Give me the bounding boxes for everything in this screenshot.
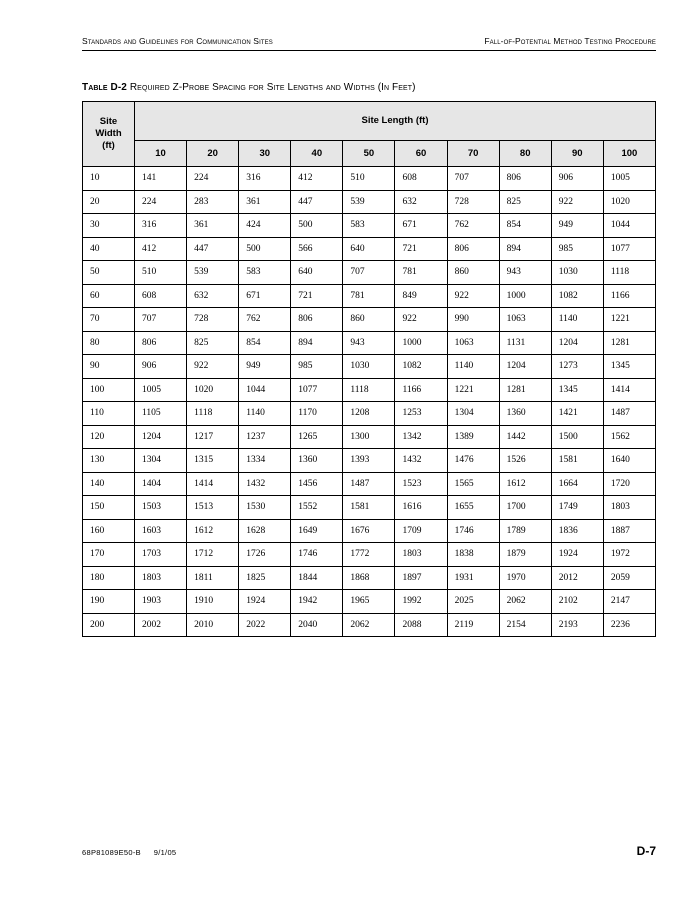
row-width-cell: 170 (83, 543, 135, 567)
table-cell: 1421 (551, 402, 603, 426)
table-cell: 1131 (499, 331, 551, 355)
table-cell: 1942 (291, 590, 343, 614)
table-cell: 825 (187, 331, 239, 355)
table-cell: 224 (135, 190, 187, 214)
table-cell: 2147 (603, 590, 655, 614)
row-width-cell: 70 (83, 308, 135, 332)
z-probe-spacing-table (82, 101, 656, 637)
table-row (83, 590, 656, 614)
table-cell: 1273 (551, 355, 603, 379)
table-cell: 1140 (551, 308, 603, 332)
table-cell: 985 (551, 237, 603, 261)
table-cell: 1581 (551, 449, 603, 473)
table-cell: 2102 (551, 590, 603, 614)
row-width-cell: 200 (83, 613, 135, 637)
table-cell: 1389 (447, 425, 499, 449)
table-cell: 500 (291, 214, 343, 238)
table-cell: 728 (187, 308, 239, 332)
row-width-cell: 140 (83, 472, 135, 496)
table-cell: 1703 (135, 543, 187, 567)
table-cell: 1503 (135, 496, 187, 520)
table-cell: 1304 (447, 402, 499, 426)
table-cell: 707 (343, 261, 395, 285)
table-cell: 1487 (603, 402, 655, 426)
row-width-cell: 20 (83, 190, 135, 214)
table-cell: 1217 (187, 425, 239, 449)
table-cell: 1825 (239, 566, 291, 590)
table-cell: 943 (343, 331, 395, 355)
table-cell: 632 (187, 284, 239, 308)
table-cell: 1063 (447, 331, 499, 355)
table-cell: 1253 (395, 402, 447, 426)
table-cell: 1281 (603, 331, 655, 355)
column-header: 50 (343, 140, 395, 166)
table-cell: 671 (395, 214, 447, 238)
row-width-cell: 190 (83, 590, 135, 614)
table-cell: 762 (447, 214, 499, 238)
table-cell: 1612 (499, 472, 551, 496)
row-width-cell: 180 (83, 566, 135, 590)
row-width-cell: 130 (83, 449, 135, 473)
table-row (83, 284, 656, 308)
table-cell: 1345 (551, 378, 603, 402)
header-left-title: Standards and Guidelines for Communication Sites (82, 36, 273, 46)
table-cell: 447 (291, 190, 343, 214)
table-cell: 1513 (187, 496, 239, 520)
table-row (83, 566, 656, 590)
table-cell: 447 (187, 237, 239, 261)
table-cell: 2154 (499, 613, 551, 637)
footer-doc-number: 68P81089E50-B (82, 848, 141, 857)
table-cell: 1020 (603, 190, 655, 214)
table-row (83, 519, 656, 543)
table-cell: 806 (135, 331, 187, 355)
table-cell: 1749 (551, 496, 603, 520)
table-row (83, 496, 656, 520)
table-cell: 539 (187, 261, 239, 285)
table-cell: 1746 (291, 543, 343, 567)
table-cell: 922 (395, 308, 447, 332)
table-cell: 510 (135, 261, 187, 285)
row-width-cell: 160 (83, 519, 135, 543)
table-cell: 2119 (447, 613, 499, 637)
table-cell: 1432 (395, 449, 447, 473)
table-cell: 1603 (135, 519, 187, 543)
table-cell: 1030 (343, 355, 395, 379)
table-cell: 1992 (395, 590, 447, 614)
row-width-cell: 10 (83, 167, 135, 191)
table-cell: 2040 (291, 613, 343, 637)
row-width-cell: 50 (83, 261, 135, 285)
table-cell: 1664 (551, 472, 603, 496)
table-cell: 922 (187, 355, 239, 379)
table-row (83, 237, 656, 261)
table-cell: 1836 (551, 519, 603, 543)
table-cell: 2012 (551, 566, 603, 590)
table-cell: 1887 (603, 519, 655, 543)
table-cell: 1000 (499, 284, 551, 308)
header-right-title: Fall-of-Potential Method Testing Procedure (484, 36, 656, 46)
table-cell: 1204 (551, 331, 603, 355)
table-cell: 583 (343, 214, 395, 238)
table-cell: 1709 (395, 519, 447, 543)
table-cell: 316 (239, 167, 291, 191)
table-cell: 1077 (603, 237, 655, 261)
column-header: 70 (447, 140, 499, 166)
table-cell: 1140 (447, 355, 499, 379)
table-cell: 632 (395, 190, 447, 214)
table-cell: 781 (395, 261, 447, 285)
table-cell: 1628 (239, 519, 291, 543)
table-cell: 1640 (603, 449, 655, 473)
table-cell: 608 (135, 284, 187, 308)
table-cell: 949 (551, 214, 603, 238)
table-cell: 2062 (499, 590, 551, 614)
table-cell: 2002 (135, 613, 187, 637)
table-cell: 825 (499, 190, 551, 214)
table-row (83, 190, 656, 214)
table-cell: 1304 (135, 449, 187, 473)
table-cell: 781 (343, 284, 395, 308)
table-row (83, 355, 656, 379)
table-cell: 1442 (499, 425, 551, 449)
table-cell: 1970 (499, 566, 551, 590)
table-cell: 721 (291, 284, 343, 308)
table-cell: 283 (187, 190, 239, 214)
table-cell: 361 (239, 190, 291, 214)
table-cell: 1166 (395, 378, 447, 402)
table-cell: 1552 (291, 496, 343, 520)
table-cell: 1931 (447, 566, 499, 590)
table-id: Table D-2 (82, 82, 127, 93)
table-row (83, 308, 656, 332)
table-cell: 1879 (499, 543, 551, 567)
table-cell: 412 (291, 167, 343, 191)
table-cell: 224 (187, 167, 239, 191)
table-cell: 1300 (343, 425, 395, 449)
table-cell: 906 (135, 355, 187, 379)
column-header: 20 (187, 140, 239, 166)
table-cell: 1476 (447, 449, 499, 473)
table-cell: 762 (239, 308, 291, 332)
table-cell: 1360 (291, 449, 343, 473)
site-width-header-line1: Site (99, 116, 118, 127)
table-row (83, 378, 656, 402)
table-cell: 1044 (239, 378, 291, 402)
table-cell: 1746 (447, 519, 499, 543)
table-cell: 1803 (135, 566, 187, 590)
table-cell: 1404 (135, 472, 187, 496)
table-cell: 640 (343, 237, 395, 261)
site-length-header: Site Length (ft) (135, 102, 656, 141)
table-cell: 990 (447, 308, 499, 332)
table-cell: 854 (499, 214, 551, 238)
table-cell: 1170 (291, 402, 343, 426)
table-cell: 1612 (187, 519, 239, 543)
table-cell: 1897 (395, 566, 447, 590)
table-cell: 412 (135, 237, 187, 261)
table-cell: 1616 (395, 496, 447, 520)
table-cell: 1910 (187, 590, 239, 614)
table-cell: 949 (239, 355, 291, 379)
column-header: 100 (603, 140, 655, 166)
table-cell: 1838 (447, 543, 499, 567)
table-caption (82, 82, 416, 93)
table-cell: 1000 (395, 331, 447, 355)
table-cell: 985 (291, 355, 343, 379)
table-cell: 566 (291, 237, 343, 261)
row-width-cell: 60 (83, 284, 135, 308)
table-row (83, 472, 656, 496)
table-cell: 1903 (135, 590, 187, 614)
table-cell: 1345 (603, 355, 655, 379)
table-cell: 500 (239, 237, 291, 261)
footer-doc-id (82, 848, 176, 857)
table-cell: 2236 (603, 613, 655, 637)
table-cell: 1772 (343, 543, 395, 567)
column-header-row (83, 140, 656, 166)
table-cell: 1676 (343, 519, 395, 543)
table-cell: 1342 (395, 425, 447, 449)
table-cell: 2010 (187, 613, 239, 637)
table-title: Required Z-Probe Spacing for Site Lengths and Widths (In Feet) (129, 82, 416, 93)
table-cell: 1082 (395, 355, 447, 379)
table-cell: 1565 (447, 472, 499, 496)
table-cell: 1581 (343, 496, 395, 520)
table-cell: 2059 (603, 566, 655, 590)
table-cell: 1237 (239, 425, 291, 449)
table-row (83, 167, 656, 191)
table-body (83, 167, 656, 637)
table-cell: 583 (239, 261, 291, 285)
table-cell: 1334 (239, 449, 291, 473)
table-cell: 1649 (291, 519, 343, 543)
table-cell: 1208 (343, 402, 395, 426)
column-header: 90 (551, 140, 603, 166)
table-cell: 1530 (239, 496, 291, 520)
table-cell: 1414 (603, 378, 655, 402)
table-cell: 1972 (603, 543, 655, 567)
column-header: 80 (499, 140, 551, 166)
table-cell: 1965 (343, 590, 395, 614)
table-row (83, 613, 656, 637)
row-width-cell: 90 (83, 355, 135, 379)
table-cell: 894 (291, 331, 343, 355)
row-width-cell: 150 (83, 496, 135, 520)
table-cell: 707 (135, 308, 187, 332)
table-cell: 1118 (343, 378, 395, 402)
table-cell: 640 (291, 261, 343, 285)
table-row (83, 425, 656, 449)
table-cell: 1456 (291, 472, 343, 496)
table-cell: 1803 (603, 496, 655, 520)
table-cell: 1712 (187, 543, 239, 567)
table-cell: 361 (187, 214, 239, 238)
table-cell: 854 (239, 331, 291, 355)
table-cell: 141 (135, 167, 187, 191)
table-cell: 1393 (343, 449, 395, 473)
table-cell: 806 (447, 237, 499, 261)
table-cell: 1005 (603, 167, 655, 191)
table-cell: 2022 (239, 613, 291, 637)
table-cell: 316 (135, 214, 187, 238)
table-cell: 1204 (135, 425, 187, 449)
table-cell: 1803 (395, 543, 447, 567)
table-cell: 1726 (239, 543, 291, 567)
table-cell: 1562 (603, 425, 655, 449)
table-cell: 943 (499, 261, 551, 285)
row-width-cell: 80 (83, 331, 135, 355)
table-cell: 1020 (187, 378, 239, 402)
row-width-cell: 110 (83, 402, 135, 426)
column-header: 40 (291, 140, 343, 166)
table-cell: 671 (239, 284, 291, 308)
table-cell: 1924 (551, 543, 603, 567)
table-cell: 1105 (135, 402, 187, 426)
site-width-header-line2: Width (95, 128, 122, 139)
table-cell: 1811 (187, 566, 239, 590)
table-cell: 1221 (447, 378, 499, 402)
table-cell: 721 (395, 237, 447, 261)
table-cell: 1655 (447, 496, 499, 520)
table-cell: 1924 (239, 590, 291, 614)
table-cell: 1166 (603, 284, 655, 308)
table-cell: 1118 (603, 261, 655, 285)
table-cell: 1077 (291, 378, 343, 402)
table-row (83, 214, 656, 238)
table-cell: 860 (343, 308, 395, 332)
row-width-cell: 40 (83, 237, 135, 261)
table-cell: 1868 (343, 566, 395, 590)
table-cell: 906 (551, 167, 603, 191)
table-cell: 1789 (499, 519, 551, 543)
table-cell: 849 (395, 284, 447, 308)
table-cell: 1844 (291, 566, 343, 590)
table-cell: 539 (343, 190, 395, 214)
footer-date: 9/1/05 (153, 848, 177, 857)
table-cell: 1221 (603, 308, 655, 332)
table-cell: 922 (447, 284, 499, 308)
row-width-cell: 100 (83, 378, 135, 402)
table-cell: 2193 (551, 613, 603, 637)
table-cell: 1140 (239, 402, 291, 426)
row-width-cell: 30 (83, 214, 135, 238)
table-cell: 707 (447, 167, 499, 191)
table-cell: 1030 (551, 261, 603, 285)
table-cell: 1005 (135, 378, 187, 402)
column-header: 60 (395, 140, 447, 166)
table-cell: 1118 (187, 402, 239, 426)
table-cell: 1414 (187, 472, 239, 496)
table-cell: 1523 (395, 472, 447, 496)
table-row (83, 331, 656, 355)
table-cell: 1700 (499, 496, 551, 520)
table-cell: 424 (239, 214, 291, 238)
table-cell: 1204 (499, 355, 551, 379)
table-cell: 2088 (395, 613, 447, 637)
table-cell: 1082 (551, 284, 603, 308)
table-cell: 2062 (343, 613, 395, 637)
table-cell: 608 (395, 167, 447, 191)
table-cell: 1281 (499, 378, 551, 402)
table-cell: 1044 (603, 214, 655, 238)
site-width-header-line3: (ft) (102, 140, 115, 151)
row-width-cell: 120 (83, 425, 135, 449)
running-header (82, 36, 656, 51)
table-cell: 894 (499, 237, 551, 261)
column-header: 30 (239, 140, 291, 166)
footer-page-number: D-7 (636, 844, 656, 858)
table-row (83, 261, 656, 285)
table-cell: 510 (343, 167, 395, 191)
table-cell: 922 (551, 190, 603, 214)
table-cell: 1432 (239, 472, 291, 496)
table-cell: 1487 (343, 472, 395, 496)
table-cell: 728 (447, 190, 499, 214)
table-cell: 806 (291, 308, 343, 332)
site-width-header (83, 102, 135, 167)
table-row (83, 449, 656, 473)
table-cell: 2025 (447, 590, 499, 614)
table-cell: 860 (447, 261, 499, 285)
table-cell: 1500 (551, 425, 603, 449)
table-cell: 1360 (499, 402, 551, 426)
table-cell: 1720 (603, 472, 655, 496)
table-cell: 1063 (499, 308, 551, 332)
table-cell: 1526 (499, 449, 551, 473)
table-cell: 1315 (187, 449, 239, 473)
table-cell: 1265 (291, 425, 343, 449)
table-row (83, 543, 656, 567)
table-cell: 806 (499, 167, 551, 191)
table-row (83, 402, 656, 426)
column-header: 10 (135, 140, 187, 166)
